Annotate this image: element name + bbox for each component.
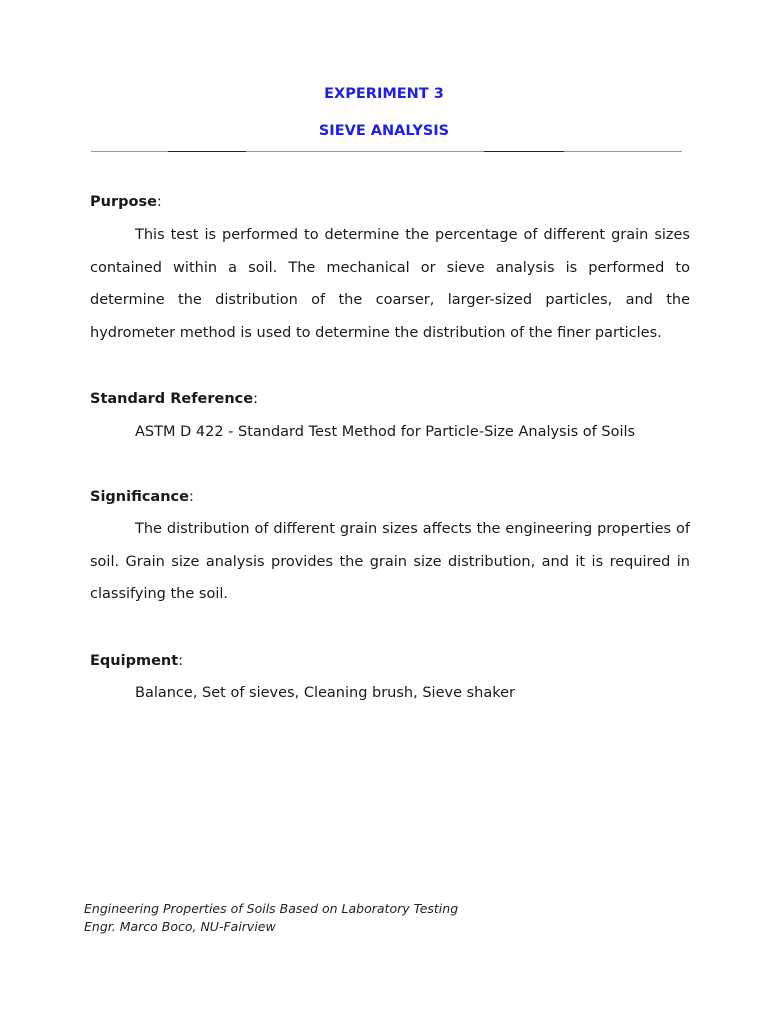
standard-reference-body: ASTM D 422 - Standard Test Method for Particle-Size Analysis of Soils xyxy=(135,424,636,440)
purpose-heading-label: Purpose xyxy=(90,194,157,210)
footer-course-title: Engineering Properties of Soils Based on Laboratory Testing xyxy=(84,901,459,916)
significance-heading-label: Significance xyxy=(90,489,189,505)
experiment-number: EXPERIMENT 3 xyxy=(324,86,444,102)
divider-accent xyxy=(168,151,246,152)
equipment-body: Balance, Set of sieves, Cleaning brush, Sieve shaker xyxy=(135,685,515,701)
divider-accent xyxy=(484,151,564,152)
significance-body: The distribution of different grain sizes affects the engineering properties of soil. Grain size analysis provides the grain size distribution, and it is required in classifying the soil. xyxy=(90,521,690,602)
significance-heading: Significance: xyxy=(90,489,194,505)
equipment-heading: Equipment: xyxy=(90,653,184,669)
page-title: SIEVE ANALYSIS xyxy=(318,123,450,139)
footer-author: Engr. Marco Boco, NU-Fairview xyxy=(84,919,276,934)
purpose-body: This test is performed to determine the percentage of different grain sizes contained within a soil. The mechanical or sieve analysis is performed to determine the distribution of the coarser, larger-sized particles, and the hydrometer method is used to determine the distribution of the finer particles. xyxy=(90,227,690,341)
standard-reference-heading: Standard Reference: xyxy=(90,391,258,407)
standard-reference-heading-label: Standard Reference xyxy=(90,391,254,407)
purpose-heading: Purpose: xyxy=(90,194,162,210)
equipment-heading-label: Equipment xyxy=(90,653,179,669)
